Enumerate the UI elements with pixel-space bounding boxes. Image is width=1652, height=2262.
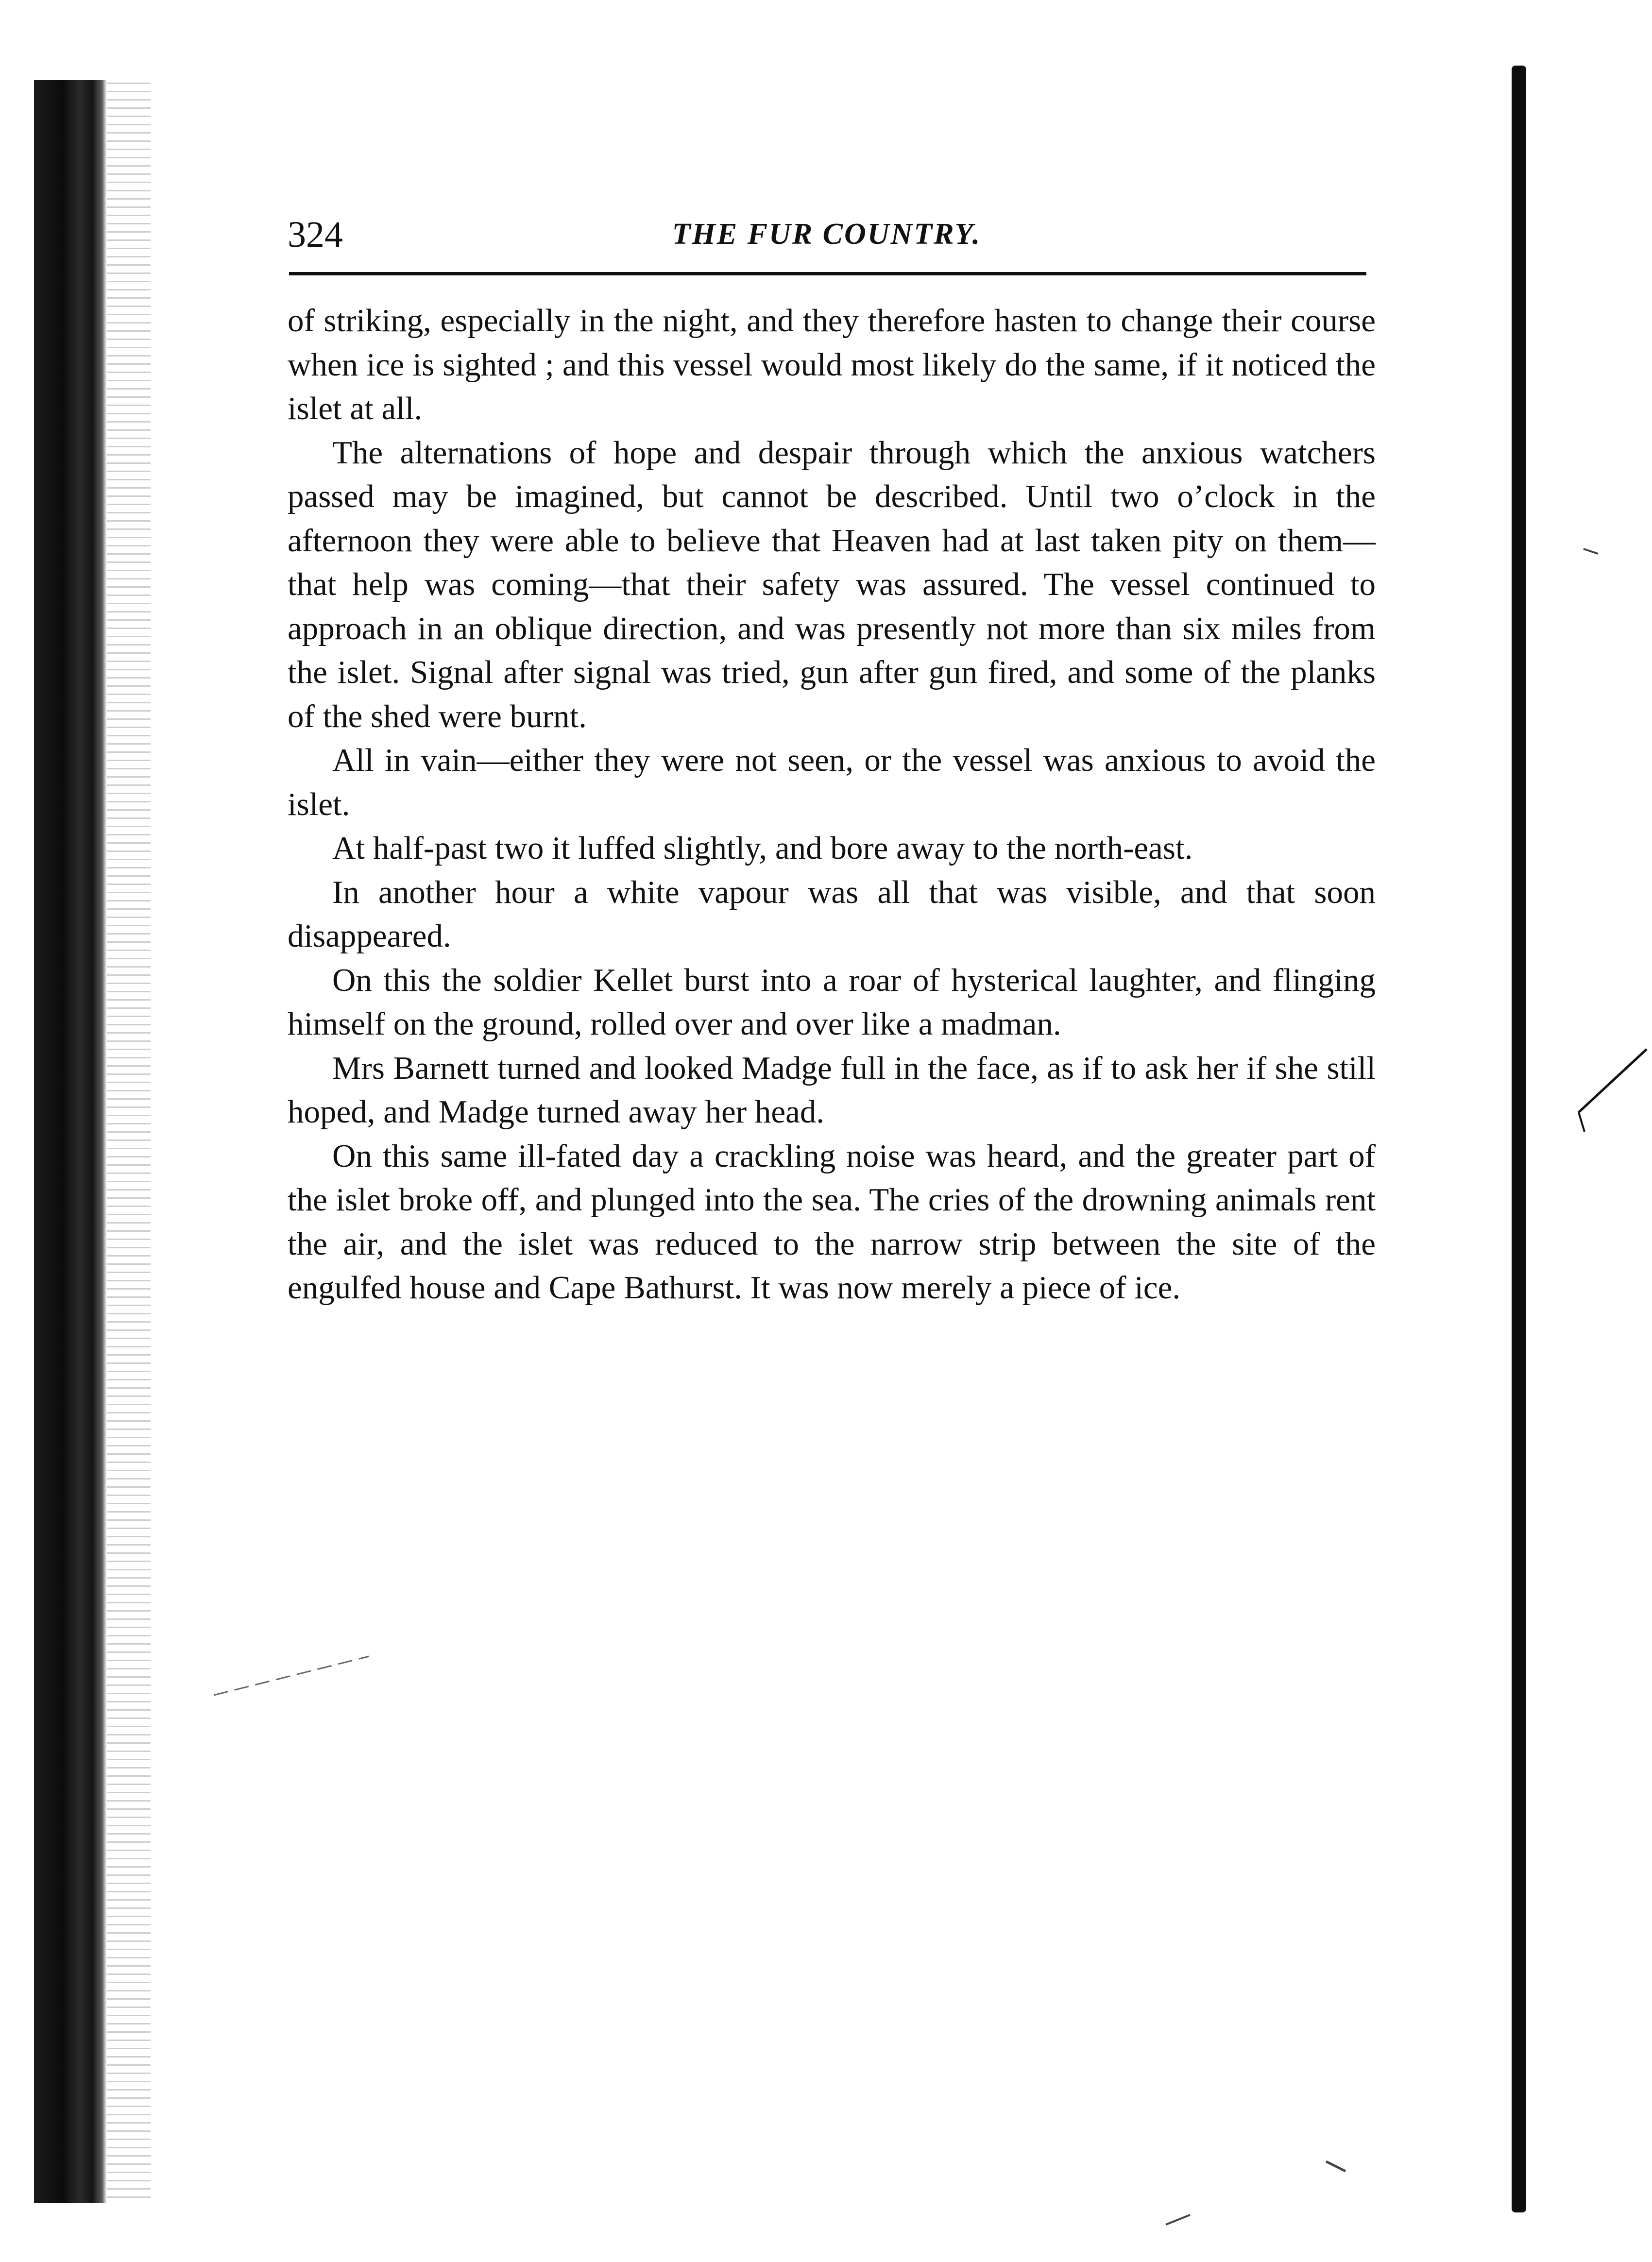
running-title: THE FUR COUNTRY. <box>672 218 982 251</box>
paragraph: On this same ill-fated day a crackling noise was heard, and the greater part of the islet broke off, and plunged into the sea. The cries of the drowning animals rent the air, and the islet was reduced to the narrow strip between the site of the engulfed house and Cape Bathurst. It was now merely a piece of ice. <box>288 1138 1376 1306</box>
body-text <box>288 299 1376 1310</box>
paragraph: of striking, especially in the night, and they therefore hasten to change their course when ice is sighted ; and this vessel would most likely do the same, if it noticed the islet at all. <box>288 303 1376 426</box>
header-rule <box>289 272 1366 275</box>
paragraph: Mrs Barnett turned and looked Madge full in the face, as if to ask her if she still hoped, and Madge turned away her head. <box>288 1050 1376 1130</box>
page-number: 324 <box>288 214 343 255</box>
paragraph: The alternations of hope and despair through which the anxious watchers passed may be imagined, but cannot be described. Until two o’clock in the afternoon they were able to believe that Heaven had at last taken pity on them—that help was coming—that their safety was assured. The vessel continued to approach in an oblique direction, and was presently not more than six miles from the islet. Signal after signal was tried, gun after gun fired, and some of the planks of the shed were burnt. <box>288 434 1376 734</box>
paragraph: All in vain—either they were not seen, or the vessel was anxious to avoid the islet. <box>288 742 1376 822</box>
page-header <box>288 206 1366 270</box>
paragraph: On this the soldier Kellet burst into a roar of hysterical laughter, and flinging himself on the ground, rolled over and over like a madman. <box>288 962 1376 1042</box>
paragraph: At half-past two it luffed slightly, and bore away to the north-east. <box>332 830 1193 866</box>
paragraph: In another hour a white vapour was all that was visible, and that soon disappeared. <box>288 874 1376 954</box>
